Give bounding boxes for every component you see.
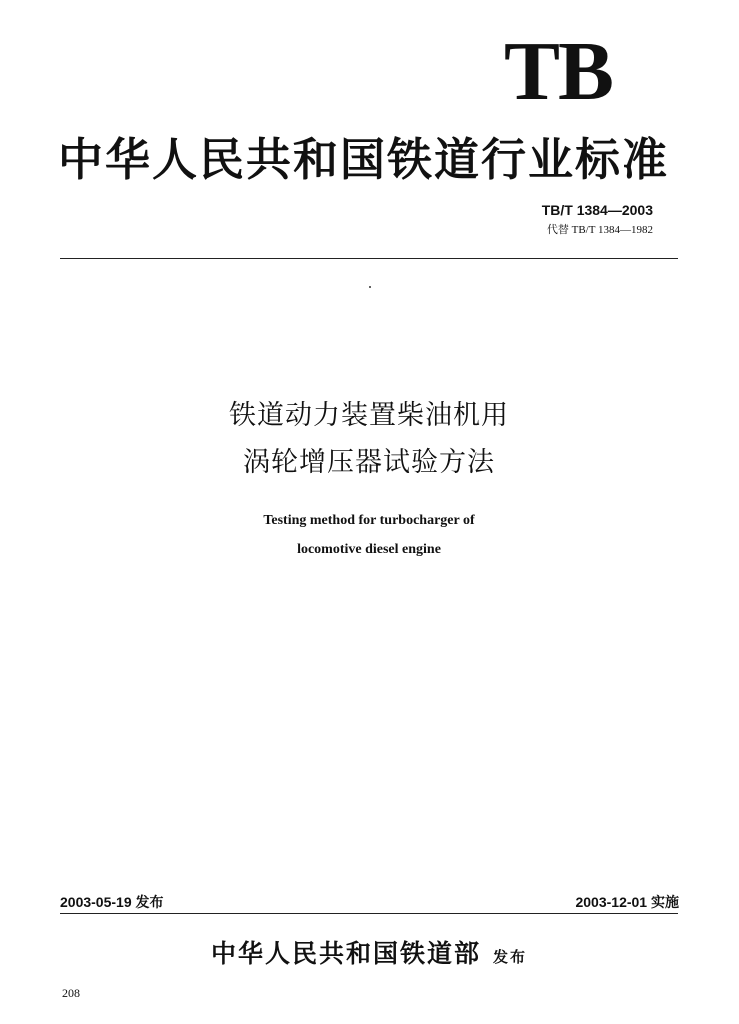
- page-number: 208: [62, 986, 80, 1000]
- document-title-line-2: 涡轮增压器试验方法: [243, 447, 495, 478]
- english-title-line-2: locomotive diesel engine: [297, 542, 441, 557]
- effective-date: 2003-12-01 实施: [575, 894, 679, 910]
- issuer-line: [60, 937, 678, 974]
- english-title-line-1: Testing method for turbocharger of: [263, 513, 475, 528]
- replaces-standard: 代替 TB/T 1384—1982: [546, 224, 653, 236]
- issuer-organization: 中华人民共和国铁道部: [210, 939, 481, 968]
- document-title-line-1: 铁道动力装置柴油机用: [229, 400, 509, 431]
- bottom-divider: [60, 913, 678, 914]
- top-divider: [60, 258, 678, 259]
- standard-category-title: 中华人民共和国铁道行业标准: [58, 133, 670, 186]
- standard-number: TB/T 1384—2003: [541, 202, 653, 218]
- issue-label: 发布: [493, 948, 528, 966]
- issue-date: 2003-05-19 发布: [60, 894, 164, 910]
- scan-speck: [369, 286, 371, 288]
- tb-logo: TB: [503, 25, 613, 118]
